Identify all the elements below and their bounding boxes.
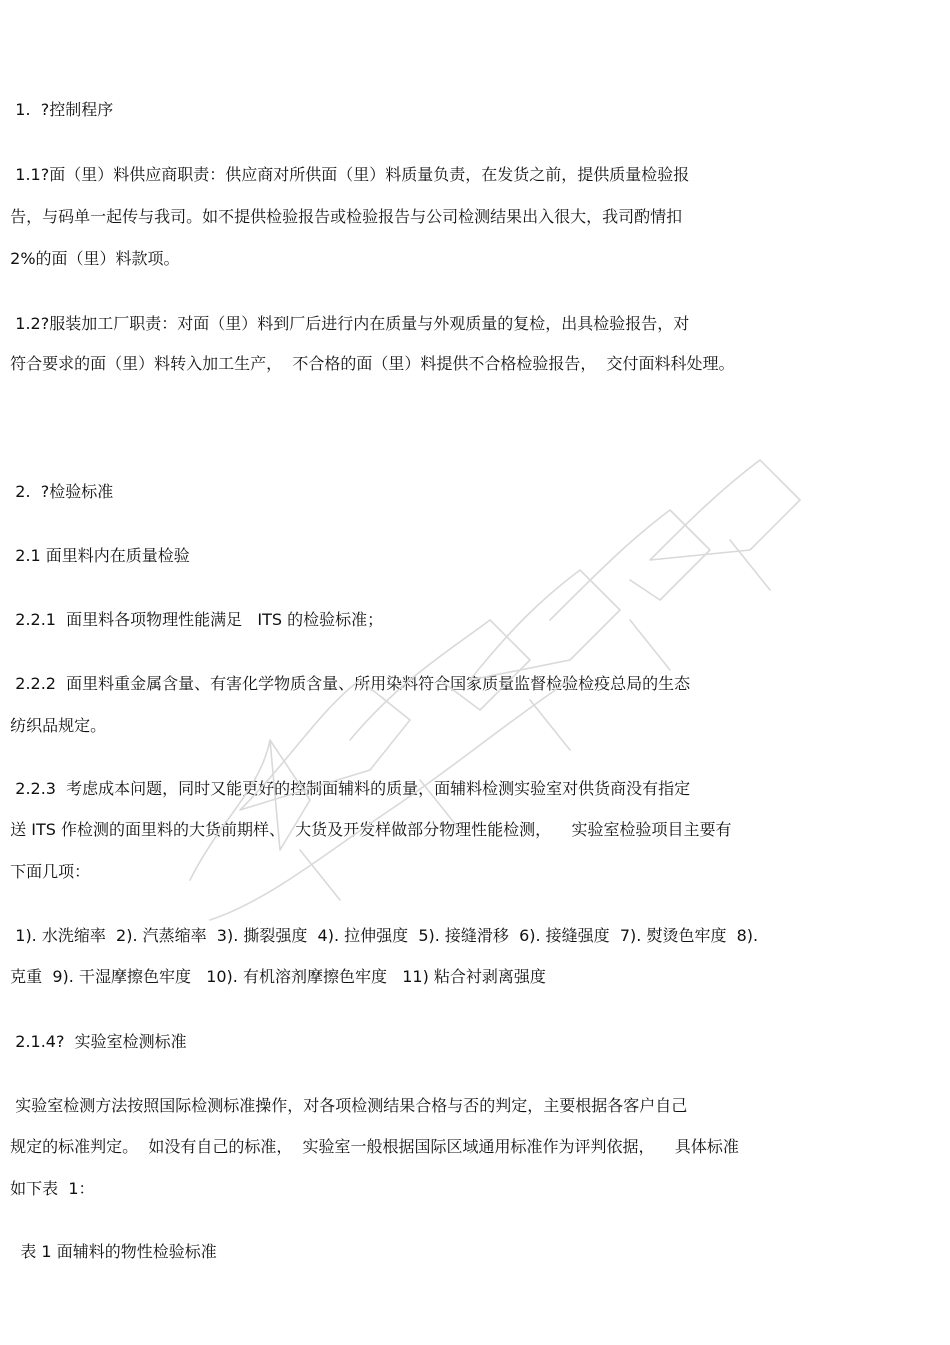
subheading-line: 2.1 面里料内在质量检验 xyxy=(0,546,190,565)
paragraph-line: 送 ITS 作检测的面里料的大货前期样、 大货及开发样做部分物理性能检测， 实验室检验项目主要有 xyxy=(0,820,732,839)
paragraph-line: 实验室检测方法按照国际检测标准操作，对各项检测结果合格与否的判定，主要根据各客户自己 xyxy=(0,1096,688,1115)
paragraph-line: 如下表 1： xyxy=(0,1179,95,1198)
paragraph-line: 2.2.3 考虑成本问题，同时又能更好的控制面辅料的质量，面辅料检测实验室对供货商没有指定 xyxy=(0,779,691,798)
paragraph-line: 规定的标准判定。 如没有自己的标准， 实验室一般根据国际区域通用标准作为评判依据， 具体标准 xyxy=(0,1137,739,1156)
paragraph-line: 2.2.1 面里料各项物理性能满足 ITS 的检验标准； xyxy=(0,610,384,629)
heading-control-procedure: 1. ?控制程序 xyxy=(0,100,114,119)
test-items-line: 1). 水洗缩率 2). 汽蒸缩率 3). 撕裂强度 4). 拉伸强度 5). 接缝滑移 6). 接缝强度 7). 熨烫色牢度 8). xyxy=(0,926,759,945)
subheading-line: 2.1.4? 实验室检测标准 xyxy=(0,1032,187,1051)
paragraph-line: 2.2.2 面里料重金属含量、有害化学物质含量、所用染料符合国家质量监督检验检疫总局的生态 xyxy=(0,674,691,693)
paragraph-line: 符合要求的面（里）料转入加工生产， 不合格的面（里）料提供不合格检验报告， 交付面料科处理。 xyxy=(0,354,735,373)
paragraph-line: 2%的面（里）料款项。 xyxy=(0,249,180,268)
paragraph-line: 下面几项： xyxy=(0,862,91,881)
paragraph-line: 纺织品规定。 xyxy=(0,716,107,735)
table-caption: 表 1 面辅料的物性检验标准 xyxy=(0,1242,217,1261)
paragraph-line: 1.2?服装加工厂职责：对面（里）料到厂后进行内在质量与外观质量的复检，出具检验报告，对 xyxy=(0,314,690,333)
paragraph-line: 1.1?面（里）料供应商职责：供应商对所供面（里）料质量负责，在发货之前，提供质量检验报 xyxy=(0,165,690,184)
paragraph-line: 告，与码单一起传与我司。如不提供检验报告或检验报告与公司检测结果出入很大，我司酌情扣 xyxy=(0,207,683,226)
heading-inspection-standard: 2. ?检验标准 xyxy=(0,482,114,501)
test-items-line: 克重 9). 干湿摩擦色牢度 10). 有机溶剂摩擦色牢度 11) 粘合衬剥离强度 xyxy=(0,967,546,986)
